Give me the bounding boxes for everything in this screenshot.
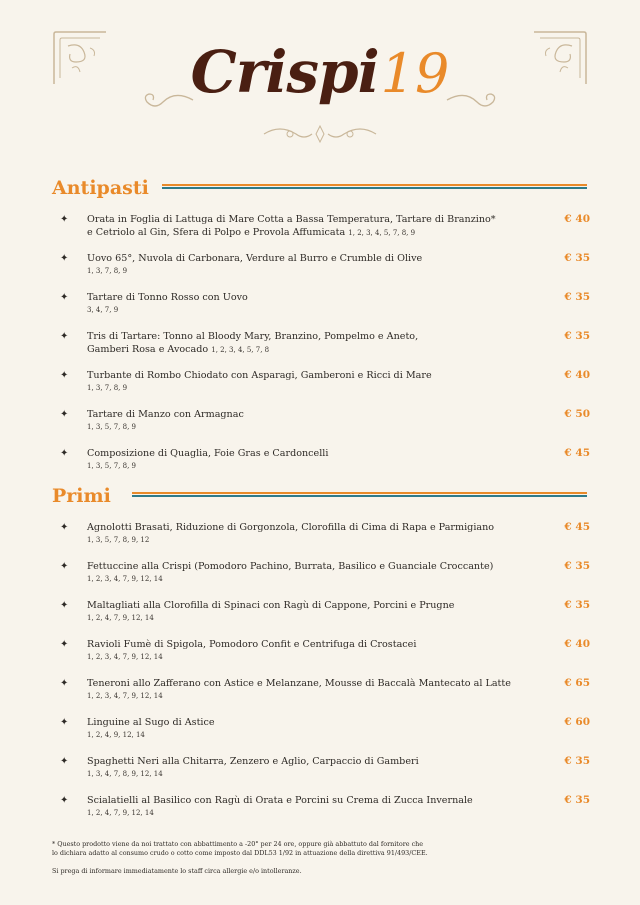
item-price: € 35 (564, 794, 590, 806)
logo-word: Crispi (190, 38, 379, 106)
item-price: € 45 (564, 447, 590, 459)
item-allergens: 1, 2, 4, 9, 12, 14 (87, 731, 145, 739)
bullet-icon: ✦ (60, 409, 69, 420)
item-allergens: 1, 2, 3, 4, 5, 7, 8 (211, 346, 270, 354)
item-name: Linguine al Sugo di Astice 1, 2, 4, 9, 12, 14 (87, 716, 527, 742)
bullet-icon: ✦ (60, 448, 69, 459)
bullet-icon: ✦ (60, 678, 69, 689)
section-rule (162, 184, 587, 190)
bullet-icon: ✦ (60, 600, 69, 611)
footnotes (52, 840, 572, 885)
footnote-raw-treatment: * Questo prodotto viene da noi trattato con abbattimento a -20° per 24 ore, oppure già abbattuto dal fornitore che lo dichiara adatto al consumo crudo o cotto come imposto dal DDL53 1/92 in attuazione della direttiva 91/493/CEE. (52, 840, 428, 857)
item-allergens: 1, 3, 4, 7, 8, 9, 12, 14 (87, 770, 163, 778)
logo (0, 38, 640, 106)
item-name: Spaghetti Neri alla Chitarra, Zenzero e Aglio, Carpaccio di Gamberi 1, 3, 4, 7, 8, 9, 12, 14 (87, 755, 527, 781)
item-price: € 35 (564, 291, 590, 303)
item-allergens: 1, 2, 3, 4, 5, 7, 8, 9 (348, 229, 416, 237)
item-allergens: 3, 4, 7, 9 (87, 306, 119, 314)
item-price: € 45 (564, 521, 590, 533)
item-name: Tartare di Manzo con Armagnac 1, 3, 5, 7, 8, 9 (87, 408, 527, 434)
bullet-icon: ✦ (60, 292, 69, 303)
bullet-icon: ✦ (60, 756, 69, 767)
item-allergens: 1, 2, 3, 4, 7, 9, 12, 14 (87, 653, 163, 661)
section-rule (132, 492, 587, 498)
item-allergens: 1, 3, 7, 8, 9 (87, 384, 128, 392)
item-name: Agnolotti Brasati, Riduzione di Gorgonzola, Clorofilla di Cima di Rapa e Parmigiano 1, 3, 5, 7, 8, 9, 12 (87, 521, 527, 547)
item-name: Orata in Foglia di Lattuga di Mare Cotta a Bassa Temperatura, Tartare di Branzino* e Cetriolo al Gin, Sfera di Polpo e Provola Affumicata 1, 2, 3, 4, 5, 7, 8, 9 (87, 214, 496, 238)
item-price: € 40 (564, 638, 590, 650)
section-title-primi: Primi (52, 485, 111, 507)
item-price: € 60 (564, 716, 590, 728)
item-price: € 35 (564, 252, 590, 264)
item-name: Uovo 65°, Nuvola di Carbonara, Verdure al Burro e Crumble di Olive 1, 3, 7, 8, 9 (87, 252, 527, 278)
item-allergens: 1, 2, 4, 7, 9, 12, 14 (87, 809, 154, 817)
item-allergens: 1, 2, 3, 4, 7, 9, 12, 14 (87, 692, 163, 700)
item-allergens: 1, 3, 5, 7, 8, 9 (87, 423, 136, 431)
item-name: Tris di Tartare: Tonno al Bloody Mary, Branzino, Pompelmo e Aneto, Gamberi Rosa e Avocado 1, 2, 3, 4, 5, 7, 8 (87, 331, 419, 355)
logo-number: 19 (380, 42, 450, 105)
bullet-icon: ✦ (60, 253, 69, 264)
item-name: Composizione di Quaglia, Foie Gras e Cardoncelli 1, 3, 5, 7, 8, 9 (87, 447, 527, 473)
bullet-icon: ✦ (60, 639, 69, 650)
bullet-icon: ✦ (60, 214, 69, 225)
bullet-icon: ✦ (60, 522, 69, 533)
bullet-icon: ✦ (60, 370, 69, 381)
item-price: € 35 (564, 599, 590, 611)
item-allergens: 1, 3, 7, 8, 9 (87, 267, 128, 275)
item-name: Scialatielli al Basilico con Ragù di Orata e Porcini su Crema di Zucca Invernale 1, 2, 4, 7, 9, 12, 14 (87, 794, 527, 820)
item-allergens: 1, 3, 5, 7, 8, 9, 12 (87, 536, 150, 544)
item-name: Ravioli Fumè di Spigola, Pomodoro Confit e Centrifuga di Crostacei 1, 2, 3, 4, 7, 9, 12, 14 (87, 638, 527, 664)
section-title-antipasti: Antipasti (52, 177, 149, 199)
item-name: Tartare di Tonno Rosso con Uovo 3, 4, 7, 9 (87, 291, 527, 317)
item-name: Turbante di Rombo Chiodato con Asparagi, Gamberoni e Ricci di Mare 1, 3, 7, 8, 9 (87, 369, 527, 395)
item-price: € 65 (564, 677, 590, 689)
item-allergens: 1, 3, 5, 7, 8, 9 (87, 462, 136, 470)
flourish-divider-icon (260, 120, 380, 148)
footnote-allergies: Si prega di informare immediatamente lo staff circa allergie e/o intolleranze. (52, 867, 302, 875)
bullet-icon: ✦ (60, 331, 69, 342)
item-name: Fettuccine alla Crispi (Pomodoro Pachino, Burrata, Basilico e Guanciale Croccante) 1, 2, 3, 4, 7, 9, 12, 14 (87, 560, 527, 586)
item-price: € 35 (564, 755, 590, 767)
header (0, 0, 640, 160)
item-price: € 40 (564, 369, 590, 381)
item-price: € 50 (564, 408, 590, 420)
bullet-icon: ✦ (60, 795, 69, 806)
bullet-icon: ✦ (60, 561, 69, 572)
item-price: € 40 (564, 213, 590, 225)
item-price: € 35 (564, 560, 590, 572)
item-allergens: 1, 2, 3, 4, 7, 9, 12, 14 (87, 575, 163, 583)
item-price: € 35 (564, 330, 590, 342)
item-allergens: 1, 2, 4, 7, 9, 12, 14 (87, 614, 154, 622)
bullet-icon: ✦ (60, 717, 69, 728)
item-name: Maltagliati alla Clorofilla di Spinaci con Ragù di Cappone, Porcini e Prugne 1, 2, 4, 7, 9, 12, 14 (87, 599, 527, 625)
item-name: Teneroni allo Zafferano con Astice e Melanzane, Mousse di Baccalà Mantecato al Latte 1, 2, 3, 4, 7, 9, 12, 14 (87, 677, 527, 703)
